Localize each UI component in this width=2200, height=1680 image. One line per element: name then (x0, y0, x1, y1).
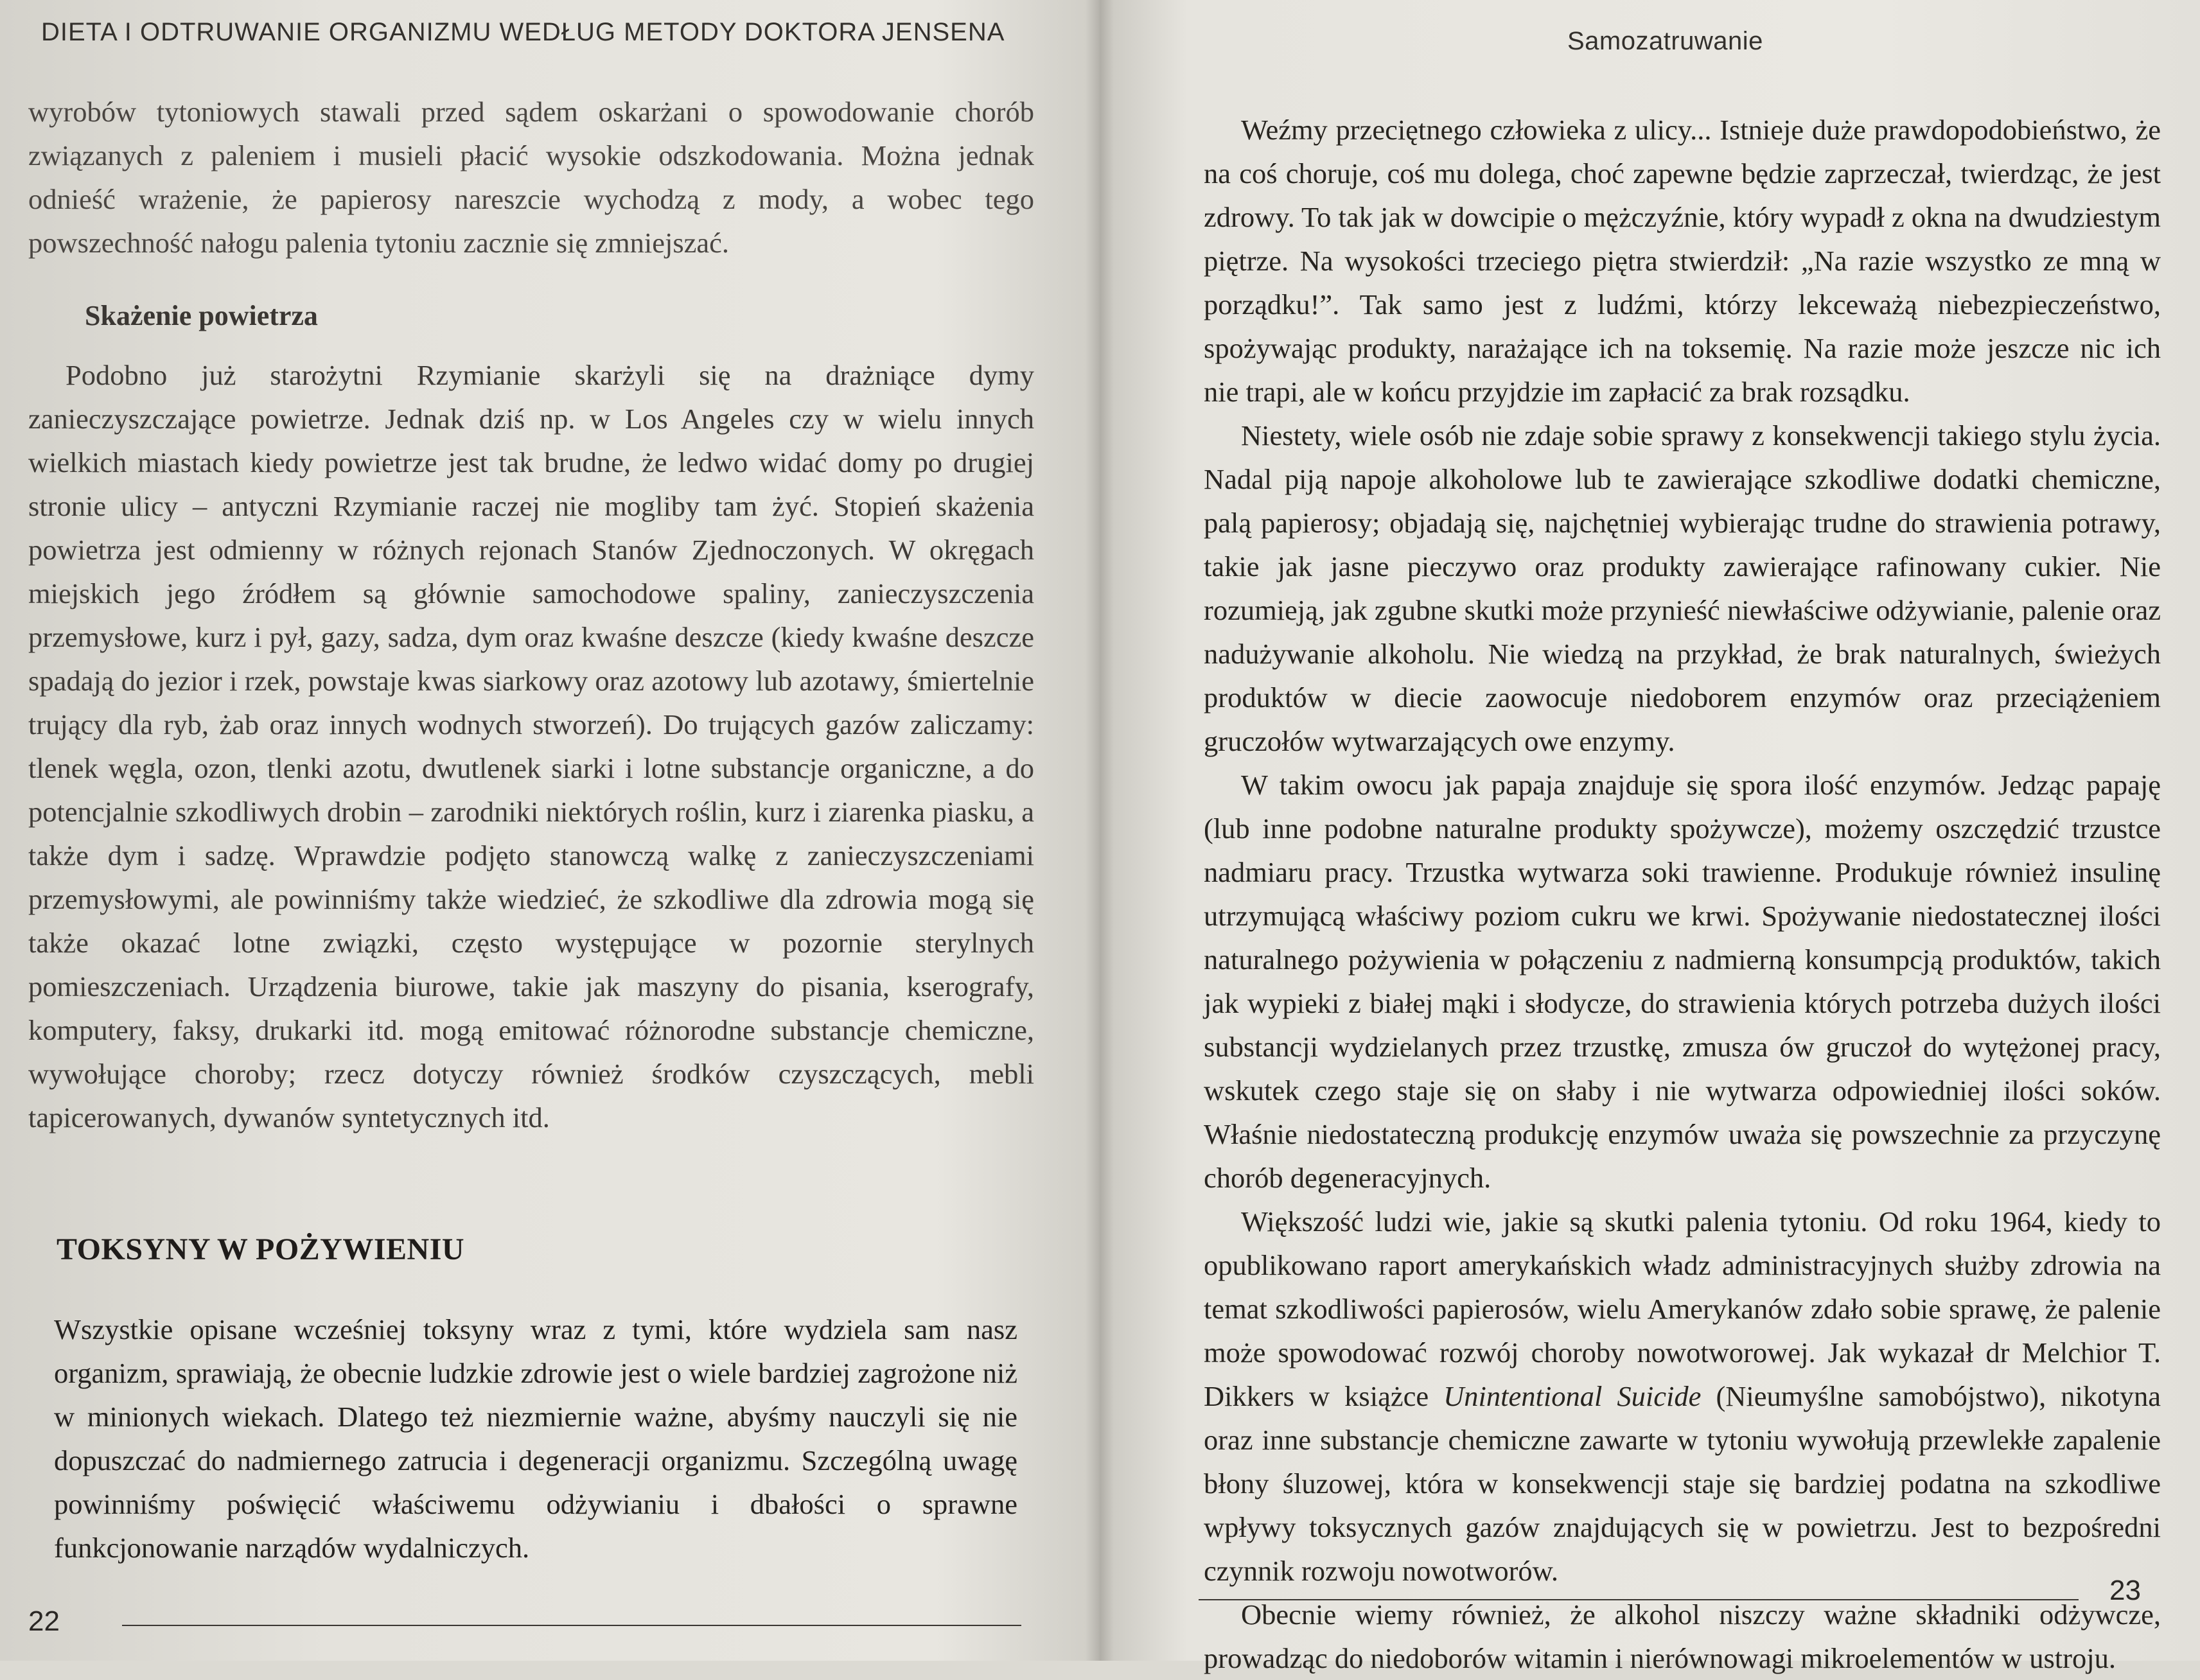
right-body-text (1204, 108, 2161, 1680)
book-gutter-shadow (1086, 0, 1114, 1661)
section-paragraph: Wszystkie opisane wcześniej toksyny wraz z tymi, które wydziela sam nasz organizm, sprawiają, że obecnie ludzkie zdrowie jest o wiele bardziej zagrożone niż w minionych wiekach. Dlatego też niezmiernie ważne, abyśmy nauczyli się nie dopuszczać do nadmiernego zatrucia i degeneracji organizmu. Szczególną uwagę powinniśmy poświęcić właściwemu odżywianiu i dbałości o sprawne funkcjonowanie narządów wydalniczych. (54, 1313, 1017, 1564)
section-text (54, 1308, 1017, 1570)
right-paragraph-1: Weźmy przeciętnego człowieka z ulicy... Istnieje duże prawdopodobieństwo, że na coś choruje, coś mu dolega, choć zapewne będzie zaprzeczał, twierdząc, że jest zdrowy. To tak jak w dowcipie o mężczyźnie, który wypadł z okna na dwudziestym piętrze. Na wysokości trzeciego piętra stwierdził: „Na razie wszystko ze mną w porządku!”. Tak samo jest z ludźmi, którzy lekceważą niebezpieczeństwo, spożywając produkty, narażające ich na toksemię. Na razie może jeszcze nic ich nie trapi, ale w końcu przyjdzie im zapłacić za brak rozsądku. (1204, 114, 2161, 408)
left-intro-paragraph: wyrobów tytoniowych stawali przed sądem oskarżani o spowodowanie chorób związanych z paleniem i musieli płacić wysokie odszkodowania. Można jednak odnieść wrażenie, że papierosy nareszcie wychodzą z mody, a wobec tego powszechność nałogu palenia tytoniu zacznie się zmniejszać. (28, 96, 1034, 259)
right-paragraph-3: W takim owocu jak papaja znajduje się spora ilość enzymów. Jedząc papaję (lub inne podobne naturalne produkty spożywcze), możemy oszczędzić trzustce nadmiaru pracy. Trzustka wytwarza soki trawienne. Produkuje również insulinę utrzymującą właściwy poziom cukru we krwi. Spożywanie niedostatecznej ilości naturalnego pożywienia w połączeniu z nadmierną konsumpcją produktów, takich jak wypieki z białej mąki i słodycze, do strawienia których potrzeba dużych ilości substancji wydzielanych przez trzustkę, zmusza ów gruczoł do wytężonej pracy, wskutek czego staje się on słaby i nie wytwarza odpowiedniej ilości soków. Właśnie niedostateczną produkcję enzymów uważa się powszechnie za przyczynę chorób degeneracyjnych. (1204, 769, 2161, 1194)
book-title: Unintentional Suicide (1443, 1380, 1702, 1412)
left-page (0, 0, 1100, 1661)
subsection-text (28, 353, 1034, 1139)
right-page-number: 23 (2109, 1575, 2141, 1606)
right-running-head: Samozatruwanie (1567, 27, 1763, 55)
section-title: TOKSYNY W POŻYWIENIU (57, 1232, 465, 1266)
subsection-title: Skażenie powietrza (85, 300, 318, 331)
right-paragraph-5: Obecnie wiemy również, że alkohol niszczy ważne składniki odżywcze, prowadząc do niedoborów witamin i nierównowagi mikroelementów w ustroju. (1204, 1598, 2161, 1674)
left-intro-text (28, 90, 1034, 265)
left-running-head: DIETA I ODTRUWANIE ORGANIZMU WEDŁUG METODY DOKTORA JENSENA (41, 18, 1005, 46)
right-paragraph-2: Niestety, wiele osób nie zdaje sobie sprawy z konsekwencji takiego stylu życia. Nadal piją napoje alkoholowe lub te zawierające szkodliwe dodatki chemiczne, palą papierosy; objadają się, najchętniej wybierając trudne do strawienia potrawy, takie jak jasne pieczywo oraz produkty zawierające rafinowany cukier. Nie rozumieją, jak zgubne skutki może przynieść niewłaściwe odżywianie, palenie oraz nadużywanie alkoholu. Nie wiedzą na przykład, że brak naturalnych, świeżych produktów w diecie zaowocuje niedoborem enzymów oraz przeciążeniem gruczołów wytwarzających owe enzymy. (1204, 419, 2161, 757)
p4-text-before: Większość ludzi wie, jakie są skutki palenia tytoniu. Od roku 1964, kiedy to opublikowano raport amerykańskich władz administracyjnych służby zdrowia na temat szkodliwości papierosów, wielu Amerykanów zdało sobie sprawę, że palenie może spowodować rozwój choroby nowotworowej. Jak wykazał dr Melchior T. Dikkers w książce (1204, 1205, 2161, 1412)
right-footer-rule (1199, 1599, 2079, 1600)
p4-text-after: (Nieumyślne samobójstwo), nikotyna oraz inne substancje chemiczne zawarte w tytoniu wywołują przewlekłe zapalenie błony śluzowej, która w konsekwencji staje się bardziej podatna na szkodliwe wpływy toksycznych gazów znajdujących się w powietrzu. Jest to bezpośredni czynnik rozwoju nowotworów. (1204, 1380, 2161, 1587)
right-paragraph-4 (1204, 1200, 2161, 1593)
subsection-paragraph: Podobno już starożytni Rzymianie skarżyli się na drażniące dymy zanieczyszczające powietrze. Jednak dziś np. w Los Angeles czy w wielu innych wielkich miastach kiedy powietrze jest tak brudne, że ledwo widać domy po drugiej stronie ulicy – antyczni Rzymianie raczej nie mogliby tam żyć. Stopień skażenia powietrza jest odmienny w różnych rejonach Stanów Zjednoczonych. W okręgach miejskich jego źródłem są głównie samochodowe spaliny, zanieczyszczenia przemysłowe, kurz i pył, gazy, sadza, dym oraz kwaśne deszcze (kiedy kwaśne deszcze spadają do jezior i rzek, powstaje kwas siarkowy oraz azotowy lub azotawy, śmiertelnie trujący dla ryb, żab oraz innych wodnych stworzeń). Do trujących gazów zaliczamy: tlenek węgla, ozon, tlenki azotu, dwutlenek siarki i lotne substancje organiczne, a do potencjalnie szkodliwych drobin – zarodniki niektórych roślin, kurz i ziarenka piasku, a także dym i sadzę. Wprawdzie podjęto stanowczą walkę z zanieczyszczeniami przemysłowymi, ale powinniśmy także wiedzieć, że szkodliwe dla zdrowia mogą się także okazać lotne związki, często występujące w pozornie sterylnych pomieszczeniach. Urządzenia biurowe, takie jak maszyny do pisania, kserografy, komputery, faksy, drukarki itd. mogą emitować różnorodne substancje chemiczne, wywołujące choroby; rzecz dotyczy również środków czyszczących, mebli tapicerowanych, dywanów syntetycznych itd. (28, 359, 1034, 1133)
left-page-number: 22 (28, 1606, 60, 1637)
left-footer-rule (122, 1625, 1021, 1626)
